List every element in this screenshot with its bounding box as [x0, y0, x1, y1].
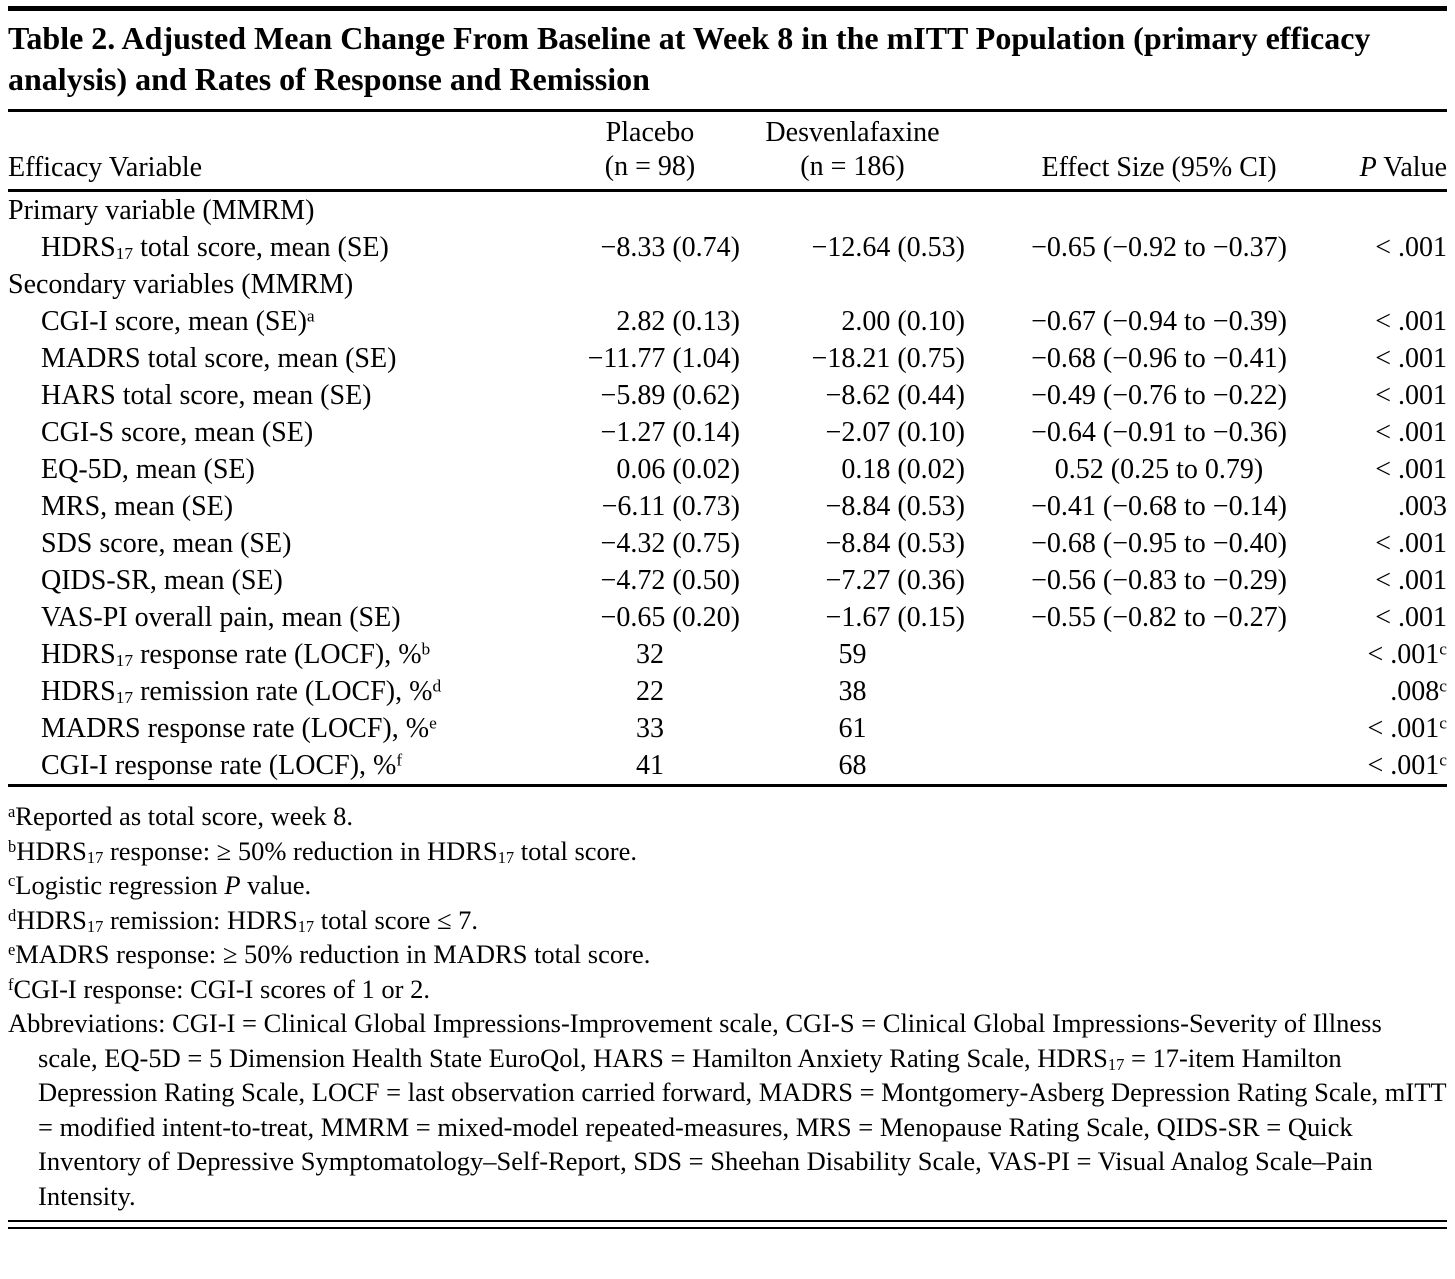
table-row	[8, 747, 1447, 786]
effect-size-value	[965, 710, 1353, 747]
p-value: < .001	[1375, 528, 1447, 559]
col-header-desvenlafaxine-n: (n = 186)	[800, 151, 905, 182]
desvenlafaxine-value: 59	[838, 639, 867, 670]
desvenlafaxine-value: 0.18 (0.02)	[841, 454, 965, 485]
desvenlafaxine-value: −2.07 (0.10)	[825, 417, 965, 448]
bottom-double-rule	[8, 1220, 1447, 1229]
effect-size-value: −0.55 (−0.82 to −0.27)	[1031, 602, 1287, 633]
effect-size-value	[965, 636, 1353, 673]
desvenlafaxine-value: −8.62 (0.44)	[825, 380, 965, 411]
effect-size-value: −0.56 (−0.83 to −0.29)	[1031, 565, 1287, 596]
placebo-value: 33	[636, 713, 664, 744]
desvenlafaxine-value: −12.64 (0.53)	[811, 232, 965, 263]
effect-size-value	[965, 191, 1353, 230]
desvenlafaxine-value: −8.84 (0.53)	[825, 491, 965, 522]
p-value: < .001	[1375, 380, 1447, 411]
table-row	[8, 340, 1447, 377]
effect-size-value: −0.68 (−0.95 to −0.40)	[1031, 528, 1287, 559]
row-label: CGI-S score, mean (SE)	[41, 417, 314, 448]
p-value: < .001$^c$	[1367, 713, 1447, 744]
placebo-value: 41	[636, 750, 664, 781]
desvenlafaxine-value: −1.67 (0.15)	[825, 602, 965, 633]
row-label: HARS total score, mean (SE)	[41, 380, 372, 411]
placebo-value: −4.32 (0.75)	[600, 528, 740, 559]
placebo-value: −8.33 (0.74)	[600, 232, 740, 263]
placebo-value: 22	[636, 676, 664, 707]
placebo-value: −4.72 (0.50)	[600, 565, 740, 596]
footnote: $^dHDRS_{17}$ remission: $HDRS_{17}$ total score ≤ 7.	[8, 904, 479, 936]
effect-size-value: −0.65 (−0.92 to −0.37)	[1031, 232, 1287, 263]
col-header-p-value: P Value	[1353, 112, 1447, 191]
efficacy-table	[8, 112, 1447, 787]
desvenlafaxine-value	[740, 191, 965, 230]
table-row	[8, 303, 1447, 340]
desvenlafaxine-value	[740, 266, 965, 303]
footnote: $^c$Logistic regression P value.	[8, 870, 312, 900]
row-label: SDS score, mean (SE)	[41, 528, 292, 559]
row-label: CGI-I response rate (LOCF), %$^f$	[41, 750, 403, 781]
footnote: $^a$Reported as total score, week 8.	[8, 801, 354, 831]
p-value	[1353, 191, 1447, 230]
row-label: $HDRS_{17}$ total score, mean (SE)	[41, 232, 389, 264]
col-header-desvenlafaxine	[740, 112, 965, 191]
placebo-value: −0.65 (0.20)	[600, 602, 740, 633]
p-value: < .001	[1375, 565, 1447, 596]
row-label: Secondary variables (MMRM)	[8, 269, 354, 300]
effect-size-value	[965, 673, 1353, 710]
col-header-desvenlafaxine-name: Desvenlafaxine	[765, 117, 940, 148]
p-value: < .001$^c$	[1367, 639, 1447, 670]
col-header-effect-size: Effect Size (95% CI)	[965, 112, 1353, 191]
effect-size-value: −0.67 (−0.94 to −0.39)	[1031, 306, 1287, 337]
table-row	[8, 488, 1447, 525]
placebo-value: 0.06 (0.02)	[616, 454, 740, 485]
row-label: QIDS-SR, mean (SE)	[41, 565, 283, 596]
table-row	[8, 525, 1447, 562]
top-rule	[8, 6, 1447, 11]
p-value: .003	[1398, 491, 1447, 522]
row-label: $HDRS_{17}$ remission rate (LOCF), %$^d$	[41, 676, 442, 708]
placebo-value: −11.77 (1.04)	[587, 343, 740, 374]
row-label: EQ-5D, mean (SE)	[41, 454, 255, 485]
p-value: < .001	[1375, 232, 1447, 263]
table-row	[8, 673, 1447, 710]
p-value: < .001	[1375, 602, 1447, 633]
p-value: < .001$^c$	[1367, 750, 1447, 781]
footnote: Abbreviations: CGI-I = Clinical Global Impressions-Improvement scale, CGI-S = Clinical Global Impressions-Severity of Illness scale, EQ-5D = 5 Dimension Health State EuroQol, HARS = Hamilton Anxiety Rating Scale, $HDRS_{17}$ = 17-item Hamilton Depression Rating Scale, LOCF = last observation carried forward, MADRS = Montgomery-Asberg Depression Rating Scale, mITT = modified intent-to-treat, MMRM = mixed-model repeated-measures, MRS = Menopause Rating Scale, QIDS-SR = Quick Inventory of Depressive Symptomatology–Self-Report, SDS = Sheehan Disability Scale, VAS-PI = Visual Analog Scale–Pain Intensity.	[8, 1008, 1447, 1211]
p-value: < .001	[1375, 454, 1447, 485]
p-value: < .001	[1375, 343, 1447, 374]
table-row	[8, 710, 1447, 747]
footnote: $^f$CGI-I response: CGI-I scores of 1 or 2.	[8, 973, 431, 1004]
p-value	[1353, 266, 1447, 303]
table-row	[8, 636, 1447, 673]
p-value: < .001	[1375, 306, 1447, 337]
effect-size-value: −0.41 (−0.68 to −0.14)	[1031, 491, 1287, 522]
table-row	[8, 414, 1447, 451]
desvenlafaxine-value: 38	[838, 676, 867, 707]
desvenlafaxine-value: −8.84 (0.53)	[825, 528, 965, 559]
table-title: Table 2. Adjusted Mean Change From Baseline at Week 8 in the mITT Population (primary efficacy analysis) and Rates of Response and Remission	[8, 20, 1371, 97]
row-label: Primary variable (MMRM)	[8, 195, 315, 226]
header-row	[8, 112, 1447, 191]
desvenlafaxine-value: 2.00 (0.10)	[841, 306, 965, 337]
p-value: < .001	[1375, 417, 1447, 448]
row-label: MADRS total score, mean (SE)	[41, 343, 397, 374]
placebo-value	[560, 266, 740, 303]
row-label: MRS, mean (SE)	[41, 491, 234, 522]
footnote: $^bHDRS_{17}$ response: ≥ 50% reduction in $HDRS_{17}$ total score.	[8, 835, 637, 867]
effect-size-value: −0.64 (−0.91 to −0.36)	[1031, 417, 1287, 448]
placebo-value: 32	[636, 639, 664, 670]
footnote: $^e$MADRS response: ≥ 50% reduction in MADRS total score.	[8, 939, 651, 969]
row-label: $HDRS_{17}$ response rate (LOCF), %$^b$	[41, 639, 431, 671]
effect-size-value: −0.49 (−0.76 to −0.22)	[1031, 380, 1287, 411]
col-header-placebo-n: (n = 98)	[604, 151, 696, 182]
placebo-value: 2.82 (0.13)	[616, 306, 740, 337]
row-label: VAS-PI overall pain, mean (SE)	[41, 602, 401, 633]
row-label: MADRS response rate (LOCF), %$^e$	[41, 713, 437, 744]
p-value: .008$^c$	[1390, 676, 1447, 707]
table-row	[8, 562, 1447, 599]
table-row	[8, 191, 1447, 230]
effect-size-value	[965, 747, 1353, 786]
placebo-value: −6.11 (0.73)	[601, 491, 740, 522]
placebo-value: −5.89 (0.62)	[600, 380, 740, 411]
col-header-placebo	[560, 112, 740, 191]
table-row	[8, 266, 1447, 303]
placebo-value	[560, 191, 740, 230]
row-label: CGI-I score, mean (SE)$^a$	[41, 306, 315, 337]
footnotes-block	[8, 787, 1447, 1213]
table-row	[8, 599, 1447, 636]
effect-size-value: 0.52 (0.25 to 0.79)	[1054, 454, 1264, 485]
table-row	[8, 451, 1447, 488]
table-row	[8, 377, 1447, 414]
col-header-placebo-name: Placebo	[605, 117, 695, 148]
table-row	[8, 229, 1447, 266]
desvenlafaxine-value: −18.21 (0.75)	[811, 343, 965, 374]
desvenlafaxine-value: 61	[838, 713, 867, 744]
desvenlafaxine-value: −7.27 (0.36)	[825, 565, 965, 596]
effect-size-value	[965, 266, 1353, 303]
placebo-value: −1.27 (0.14)	[600, 417, 740, 448]
col-header-efficacy-variable: Efficacy Variable	[8, 112, 560, 191]
effect-size-value: −0.68 (−0.96 to −0.41)	[1031, 343, 1287, 374]
desvenlafaxine-value: 68	[838, 750, 867, 781]
